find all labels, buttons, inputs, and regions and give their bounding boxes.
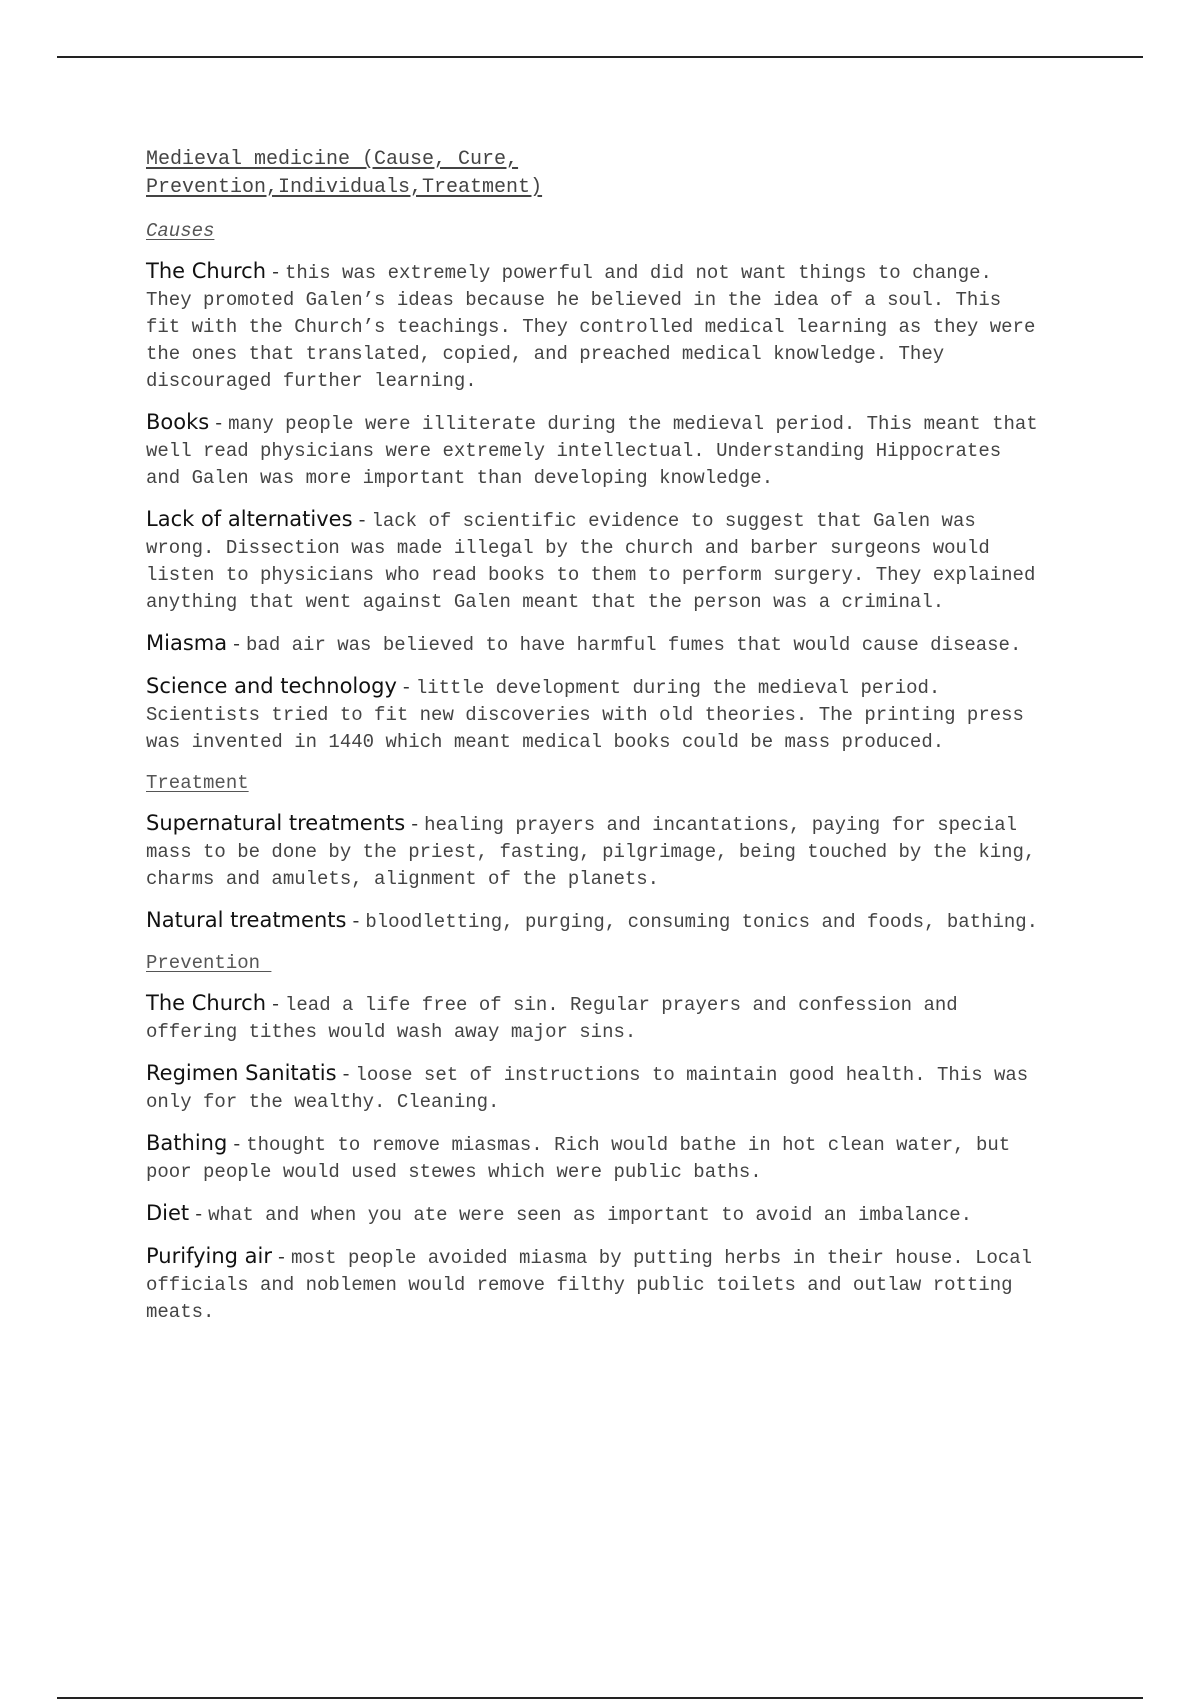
entry-science-and-technology: Science and technology - little development during the medieval period. Scientists tried to fit new discoveries with old theories. The printing press was invented in 1440 which meant medical books could be mass produced.	[146, 674, 1024, 753]
entry-diet: Diet - what and when you ate were seen as important to avoid an imbalance.	[146, 1201, 973, 1226]
entry-term: Lack of alternatives	[146, 507, 353, 531]
entry-text: what and when you ate were seen as important to avoid an imbalance.	[208, 1204, 973, 1226]
entry-term: Natural treatments	[146, 908, 347, 932]
entry-text: healing prayers and incantations, paying for special mass to be done by the priest, fasting, pilgrimage, being touched by the king, charms and amulets, alignment of the planets.	[146, 814, 1036, 890]
entry-the-church: The Church - this was extremely powerful and did not want things to change. They promoted Galen’s ideas because he believed in the idea of a soul. This fit with the Church’s teachings. They controlled medical learning as they were the ones that translated, copied, and preached medical knowledge. They discouraged further learning.	[146, 259, 1036, 392]
title-line-2: Prevention,Individuals,Treatment)	[146, 176, 543, 199]
top-rule	[57, 56, 1143, 58]
section-heading-prevention: Prevention	[146, 952, 272, 974]
entry-text: little development during the medieval period. Scientists tried to fit new discoveries with old theories. The printing press was invented in 1440 which meant medical books could be mass produced.	[146, 677, 1024, 753]
entry-text: lack of scientific evidence to suggest that Galen was wrong. Dissection was made illegal by the church and barber surgeons would listen to physicians who read books to them to perform surgery. They explained anything that went against Galen meant that the person was a criminal.	[146, 510, 1036, 613]
entry-natural-treatments: Natural treatments - bloodletting, purging, consuming tonics and foods, bathing.	[146, 908, 1039, 933]
entry-term: Miasma	[146, 631, 228, 655]
entry-text: this was extremely powerful and did not want things to change. They promoted Galen’s ideas because he believed in the idea of a soul. This fit with the Church’s teachings. They controlled medical learning as they were the ones that translated, copied, and preached medical knowledge. They discouraged further learning.	[146, 262, 1036, 392]
bottom-rule	[57, 1697, 1143, 1699]
entry-regimen-sanitatis: Regimen Sanitatis - loose set of instructions to maintain good health. This was only for the wealthy. Cleaning.	[146, 1061, 1029, 1113]
section-heading-causes: Causes	[146, 220, 215, 242]
section-heading-treatment: Treatment	[146, 772, 249, 794]
entry-term: Science and technology	[146, 674, 397, 698]
entry-term: Bathing	[146, 1131, 228, 1155]
entry-term: Regimen Sanitatis	[146, 1061, 337, 1085]
entry-lack-of-alternatives: Lack of alternatives - lack of scientific evidence to suggest that Galen was wrong. Dissection was made illegal by the church and barber surgeons would listen to physicians who read books to them to perform surgery. They explained anything that went against Galen meant that the person was a criminal.	[146, 507, 1036, 613]
entry-text: loose set of instructions to maintain good health. This was only for the wealthy. Cleaning.	[146, 1064, 1029, 1113]
entry-supernatural-treatments: Supernatural treatments - healing prayers and incantations, paying for special mass to be done by the priest, fasting, pilgrimage, being touched by the king, charms and amulets, alignment of the planets.	[146, 811, 1036, 890]
entry-text: many people were illiterate during the medieval period. This meant that well read physicians were extremely intellectual. Understanding Hippocrates and Galen was more important than developing knowledge.	[146, 413, 1038, 489]
entry-bathing: Bathing - thought to remove miasmas. Rich would bathe in hot clean water, but poor people would used stewes which were public baths.	[146, 1131, 1011, 1183]
title-line-1: Medieval medicine (Cause, Cure,	[146, 148, 519, 171]
entry-purifying-air: Purifying air - most people avoided miasma by putting herbs in their house. Local officials and noblemen would remove filthy public toilets and outlaw rotting meats.	[146, 1244, 1033, 1323]
entry-term: Books	[146, 410, 210, 434]
entry-term: The Church	[146, 259, 267, 283]
document-title	[146, 146, 1046, 202]
entry-books: Books - many people were illiterate during the medieval period. This meant that well read physicians were extremely intellectual. Understanding Hippocrates and Galen was more important than developing knowledge.	[146, 410, 1038, 489]
entry-the-church-prevention: The Church - lead a life free of sin. Regular prayers and confession and offering tithes would wash away major sins.	[146, 991, 958, 1043]
document-body	[146, 146, 1046, 1340]
entry-miasma: Miasma - bad air was believed to have harmful fumes that would cause disease.	[146, 631, 1022, 656]
entry-term: Purifying air	[146, 1244, 273, 1268]
entry-text: bloodletting, purging, consuming tonics and foods, bathing.	[365, 911, 1039, 933]
entry-text: most people avoided miasma by putting herbs in their house. Local officials and noblemen would remove filthy public toilets and outlaw rotting meats.	[146, 1247, 1033, 1323]
entry-term: The Church	[146, 991, 267, 1015]
entry-text: thought to remove miasmas. Rich would bathe in hot clean water, but poor people would used stewes which were public baths.	[146, 1134, 1011, 1183]
entry-term: Supernatural treatments	[146, 811, 406, 835]
entry-text: bad air was believed to have harmful fumes that would cause disease.	[246, 634, 1022, 656]
entry-text: lead a life free of sin. Regular prayers and confession and offering tithes would wash away major sins.	[146, 994, 958, 1043]
entry-term: Diet	[146, 1201, 190, 1225]
